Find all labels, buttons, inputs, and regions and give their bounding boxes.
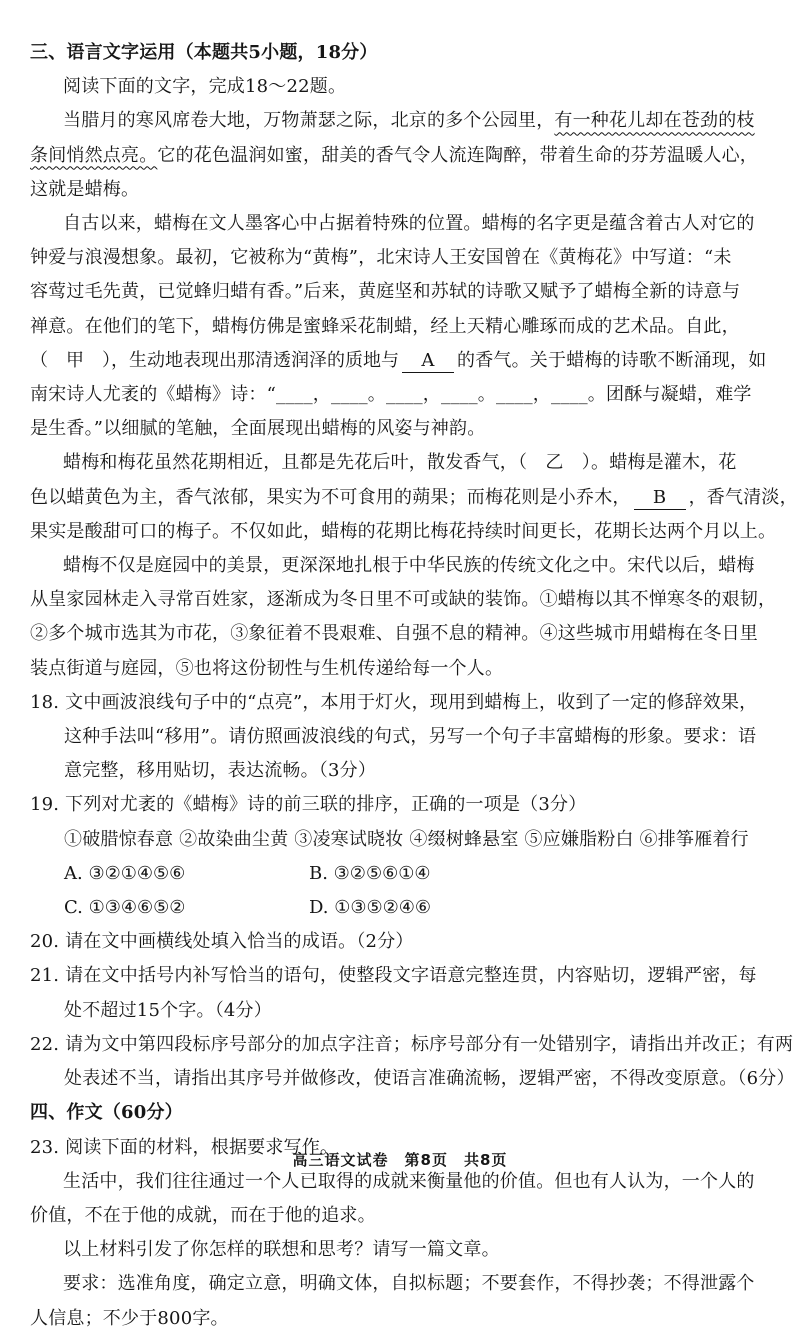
- passage-p2-line1: 自古以来，蜡梅在文人墨客心中占据着特殊的位置。蜡梅的名字更是蕴含着古人对它的: [63, 213, 755, 235]
- page-footer: 高三语文试卷 第8页 共8页: [292, 1151, 508, 1169]
- q21-line1: 21. 请在文中括号内补写恰当的语句，使整段文字语意完整连贯，内容贴切，逻辑严密，每: [30, 965, 757, 987]
- option-b: B. ③②⑤⑥①④: [309, 862, 431, 884]
- blank-a: A: [402, 350, 454, 373]
- q22-line2: 处表述不当，请指出其序号并做修改，使语言准确流畅，逻辑严密，不得改变原意。（6分）: [64, 1068, 795, 1090]
- passage-p4-line3: ②多个城市选其为市花，③象征着不畏艰难、自强不息的精神。④这些城市用蜡梅在冬日里: [30, 623, 758, 645]
- p1-text: 当腊月的寒风席卷大地，万物萧瑟之际，北京的多个公园里，: [63, 110, 555, 132]
- option-c: C. ①③④⑥⑤②: [64, 897, 186, 919]
- q19-options-row1: [30, 857, 778, 891]
- q21-line2: 处不超过15个字。（4分）: [64, 999, 272, 1021]
- question-22: [30, 1028, 795, 1096]
- passage-p2-line3: 容莺过毛先黄，已觉蜂归蜡有香。”后来，黄庭坚和苏轼的诗歌又赋予了蜡梅全新的诗意与: [30, 281, 741, 303]
- passage-p4-line1: 蜡梅不仅是庭园中的美景，更深深地扎根于中华民族的传统文化之中。宋代以后，蜡梅: [63, 555, 755, 577]
- question-20: 20. 请在文中画横线处填入恰当的成语。（2分）: [30, 931, 414, 953]
- p1-text: 它的花色温润如蜜，甜美的香气令人流连陶醉，带着生命的芬芳温暖人心，: [157, 144, 759, 166]
- p3-text: 色以蜡黄色为主，香气浓郁，果实为不可食用的蒴果；而梅花则是小乔木，: [30, 486, 631, 508]
- passage-p4-line2: 从皇家园林走入寻常百姓家，逐渐成为冬日里不可或缺的装饰。①蜡梅以其不惮寒冬的艰韧，: [30, 589, 777, 611]
- p2-text: （ 甲 ），生动地表现出那清透润泽的质地与: [30, 349, 399, 371]
- material-line2: 价值，不在于他的成就，而在于他的追求。: [30, 1204, 376, 1226]
- passage-p1-line3: 这就是蜡梅。: [30, 178, 140, 200]
- passage-p1-line2: [30, 139, 778, 173]
- q18-line2: 这种手法叫“移用”。请仿照画波浪线的句式，另写一个句子丰富蜡梅的形象。要求：语: [64, 726, 757, 748]
- question-21: [30, 959, 778, 1027]
- q22-line1: 22. 请为文中第四段标序号部分的加点字注音；标序号部分有一处错别字，请指出并改正；有两: [30, 1033, 794, 1055]
- q19-stem: 19. 下列对尤袤的《蜡梅》诗的前三联的排序，正确的一项是（3分）: [30, 794, 587, 816]
- passage-p2-line7: 是生香。”以细腻的笔触，全面展现出蜡梅的风姿与神韵。: [30, 418, 486, 440]
- wavy-underlined-sentence-end: 条间悄然点亮。: [30, 144, 158, 166]
- q18-line3: 意完整，移用贴切，表达流畅。（3分）: [64, 760, 377, 782]
- passage: [30, 104, 798, 685]
- section-three-title: 三、语言文字运用（本题共5小题，18分）: [30, 42, 378, 63]
- passage-p1-line1: [30, 104, 778, 138]
- material-line1: 生活中，我们往往通过一个人已取得的成就来衡量他的价值。但也有人认为，一个人的: [63, 1170, 755, 1192]
- passage-p2-line5: [30, 344, 778, 378]
- section-four-title: 四、作文（60分）: [30, 1102, 183, 1124]
- reading-instruction: 阅读下面的文字，完成18～22题。: [63, 76, 347, 98]
- q19-items: ①破腊惊春意 ②故染曲尘黄 ③凌寒试晓妆 ④缀树蜂悬室 ⑤应嫌脂粉白 ⑥排筝雁着行: [64, 828, 749, 850]
- passage-p4-line4: 装点街道与庭园，⑤也将这份韧性与生机传递给每一个人。: [30, 657, 504, 679]
- question-23: 23. 阅读下面的材料，根据要求写作。: [30, 1136, 339, 1158]
- requirements-line1: 要求：选准角度，确定立意，明确文体，自拟标题；不要套作，不得抄袭；不得泄露个: [63, 1273, 755, 1295]
- option-d: D. ①③⑤②④⑥: [309, 897, 432, 919]
- q19-options-row2: [30, 891, 778, 925]
- requirements-line2: 人信息；不少于800字。: [30, 1307, 229, 1329]
- p3-text: ，香气清淡，: [688, 486, 798, 508]
- question-19: [30, 788, 778, 925]
- material-prompt: 以上材料引发了你怎样的联想和思考？请写一篇文章。: [63, 1239, 500, 1261]
- p2-text: 的香气。关于蜡梅的诗歌不断涌现，如: [457, 349, 767, 371]
- question-18: [30, 686, 778, 789]
- blank-b: B: [634, 487, 686, 510]
- option-a: A. ③②①④⑤⑥: [64, 862, 186, 884]
- passage-p2-line6: 南宋诗人尤袤的《蜡梅》诗：“____，____。____，____。____，____。团酥与凝蜡，难学: [30, 384, 752, 406]
- passage-p2-line2: 钟爱与浪漫想象。最初，它被称为“黄梅”，北宋诗人王安国曾在《黄梅花》中写道：“未: [30, 247, 732, 269]
- q18-line1: 18. 文中画波浪线句子中的“点亮”，本用于灯火，现用到蜡梅上，收到了一定的修辞效果，: [30, 691, 758, 713]
- passage-p2-line4: 禅意。在他们的笔下，蜡梅仿佛是蜜蜂采花制蜡，经上天精心雕琢而成的艺术品。自此，: [30, 315, 740, 337]
- passage-p3-line3: 果实是酸甜可口的梅子。不仅如此，蜡梅的花期比梅花持续时间更长，花期长达两个月以上。: [30, 520, 777, 542]
- passage-p3-line1: 蜡梅和梅花虽然花期相近，且都是先花后叶，散发香气，（ 乙 ）。蜡梅是灌木，花: [63, 452, 737, 474]
- wavy-underlined-sentence: 有一种花儿却在苍劲的枝: [554, 110, 755, 132]
- passage-p3-line2: [30, 481, 798, 515]
